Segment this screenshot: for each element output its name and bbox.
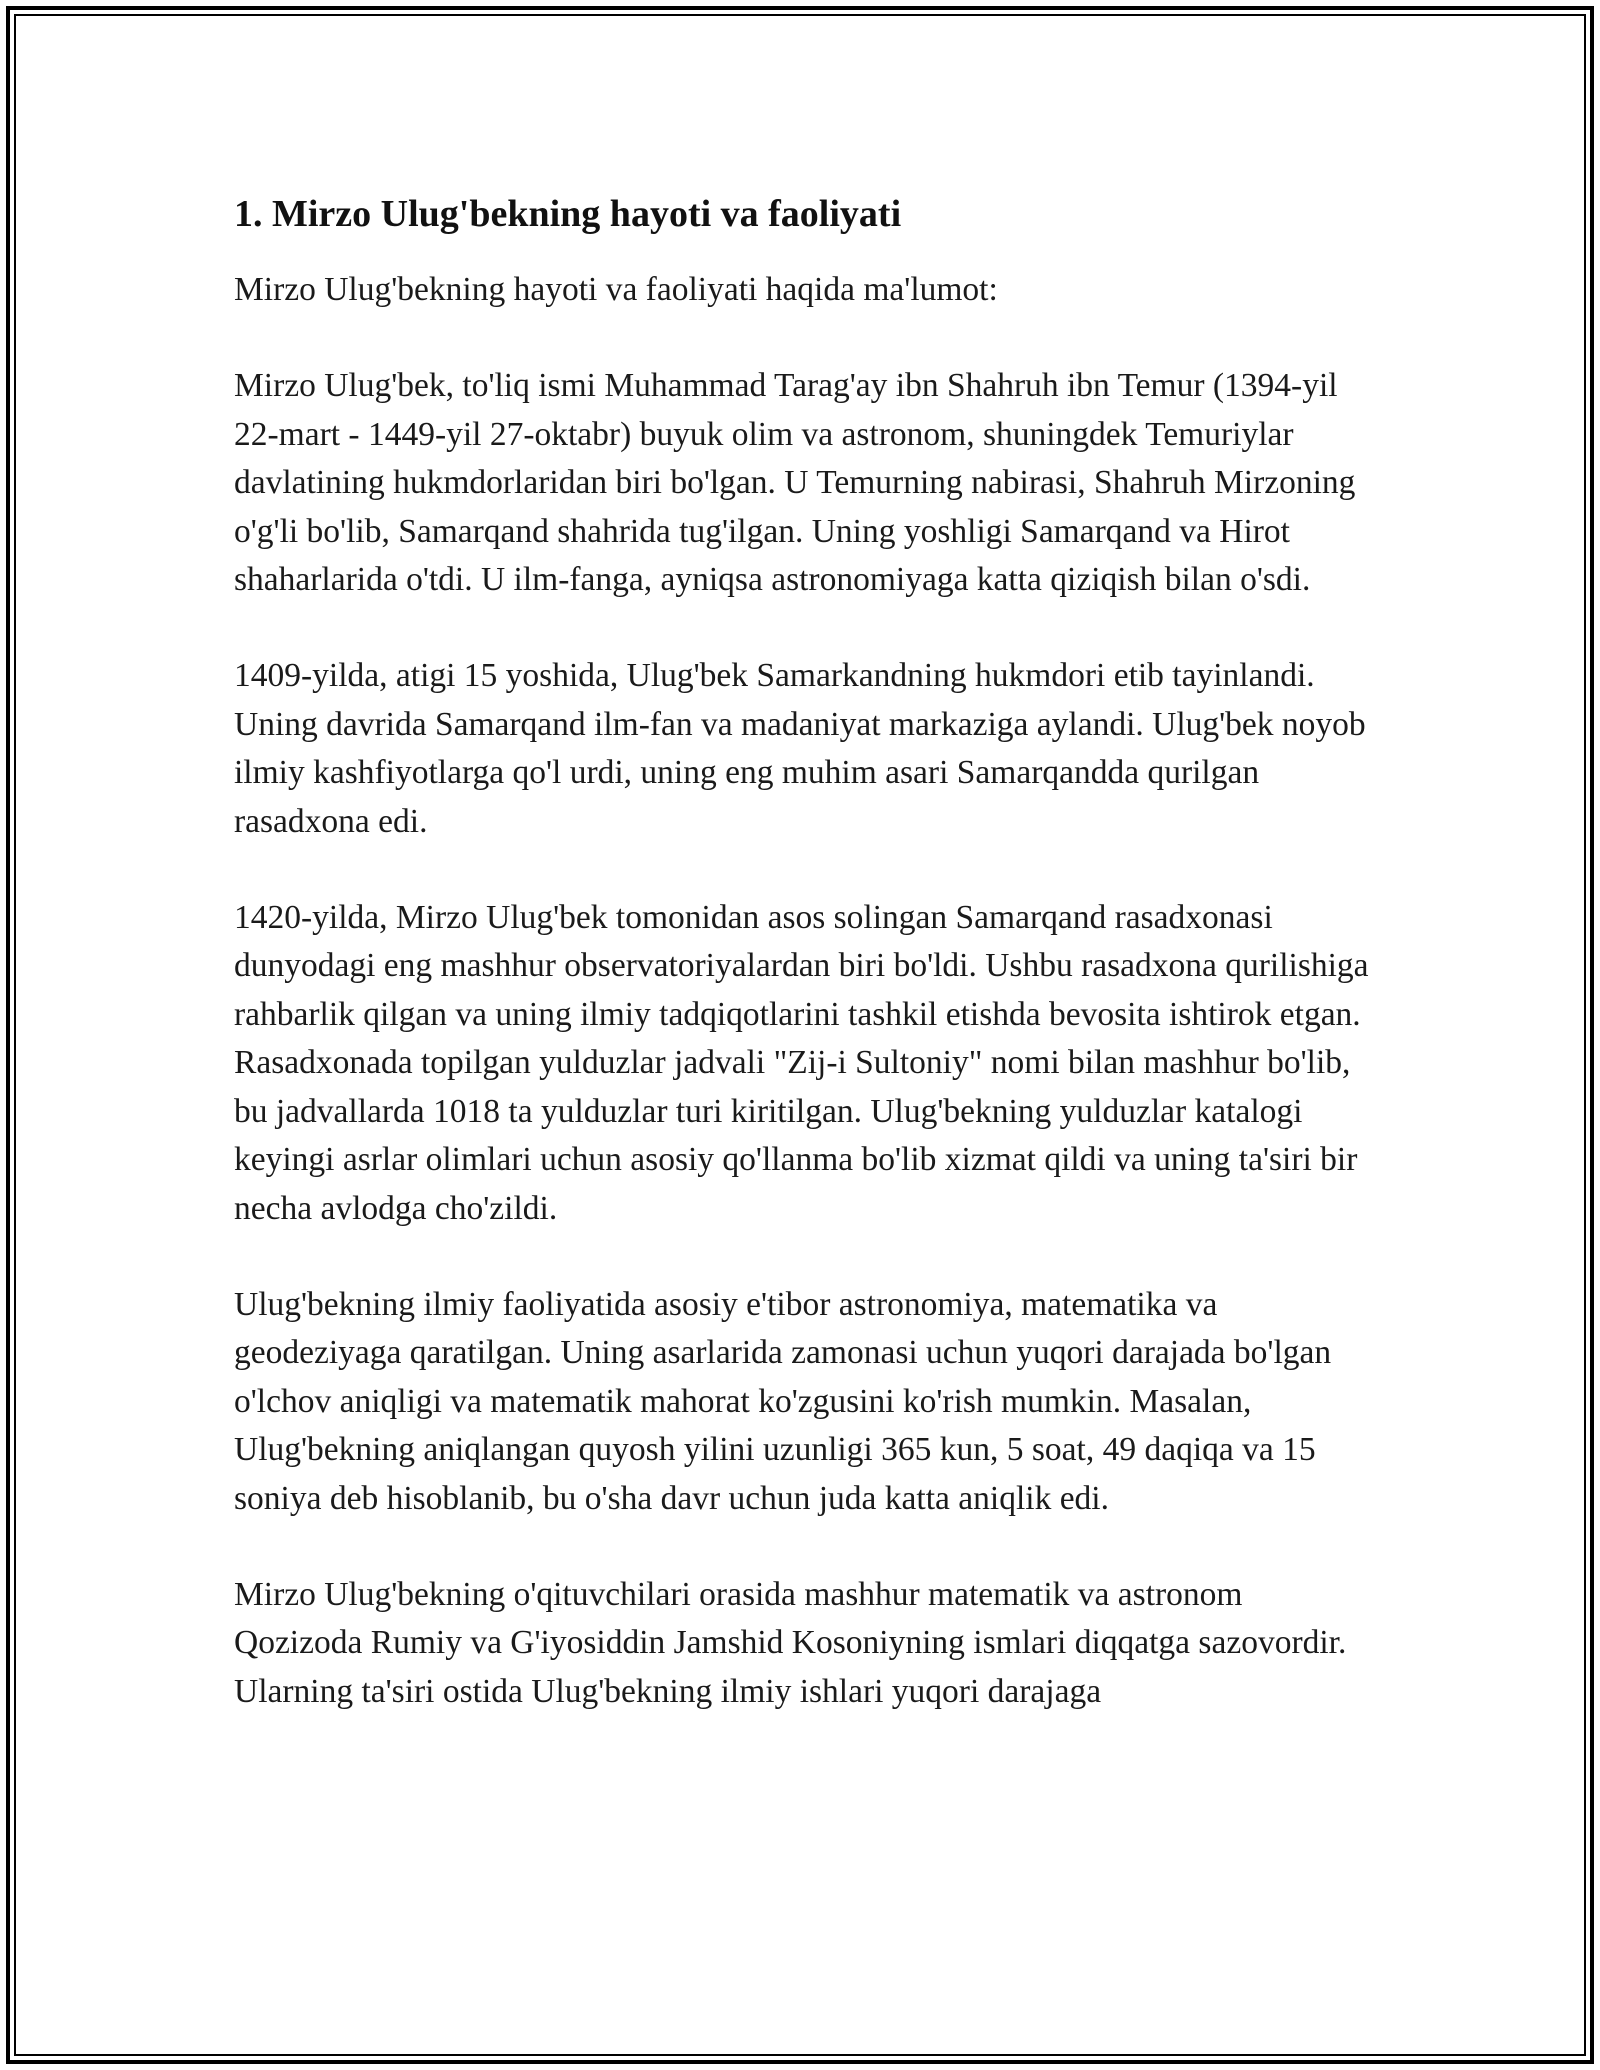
section-heading: 1. Mirzo Ulug'bekning hayoti va faoliyati [234,193,902,235]
document-body [234,186,1374,1764]
paragraph-teachers: Mirzo Ulug'bekning o'qituvchilari orasida mashhur matematik va astronom Qozizoda Rumiy va G'iyosiddin Jamshid Kosoniyning ismlari diqqatga sazovordir. Ularning ta'siri ostida Ulug'bekning ilmiy ishlari yuqori darajaga [234,1575,1347,1710]
paragraph-ruler: 1409-yilda, atigi 15 yoshida, Ulug'bek Samarkandning hukmdori etib tayinlandi. Uning davrida Samarqand ilm-fan va madaniyat markaziga aylandi. Ulug'bek noyob ilmiy kashfiyotlarga qo'l urdi, uning eng muhim asari Samarqandda qurilgan rasadxona edi. [234,657,1366,840]
intro-paragraph: Mirzo Ulug'bekning hayoti va faoliyati haqida ma'lumot: [234,271,998,308]
paragraph-observatory: 1420-yilda, Mirzo Ulug'bek tomonidan asos solingan Samarqand rasadxonasi dunyodagi eng mashhur observatoriyalardan biri bo'ldi. Ushbu rasadxona qurilishiga rahbarlik qilgan va uning ilmiy tadqiqotlarini tashkil etishda bevosita ishtirok etgan. Rasadxonada topilgan yulduzlar jadvali "Zij-i Sultoniy" nomi bilan mashhur bo'lib, bu jadvallarda 1018 ta yulduzlar turi kiritilgan. Ulug'bekning yulduzlar katalogi keyingi asrlar olimlari uchun asosiy qo'llanma bo'lib xizmat qildi va uning ta'siri bir necha avlodga cho'zildi. [234,899,1369,1227]
paragraph-science: Ulug'bekning ilmiy faoliyatida asosiy e'tibor astronomiya, matematika va geodeziyaga qaratilgan. Uning asarlarida zamonasi uchun yuqori darajada bo'lgan o'lchov aniqligi va matematik mahorat ko'zgusini ko'rish mumkin. Masalan, Ulug'bekning aniqlangan quyosh yilini uzunligi 365 kun, 5 soat, 49 daqiqa va 15 soniya deb hisoblanib, bu o'sha davr uchun juda katta aniqlik edi. [234,1285,1332,1517]
paragraph-biography: Mirzo Ulug'bek, to'liq ismi Muhammad Tarag'ay ibn Shahruh ibn Temur (1394-yil 22-mart - 1449-yil 27-oktabr) buyuk olim va astronom, shuningdek Temuriylar davlatining hukmdorlaridan biri bo'lgan. U Temurning nabirasi, Shahruh Mirzoning o'g'li bo'lib, Samarqand shahrida tug'ilgan. Uning yoshligi Samarqand va Hirot shaharlarida o'tdi. U ilm-fanga, ayniqsa astronomiyaga katta qiziqish bilan o'sdi. [234,367,1356,599]
